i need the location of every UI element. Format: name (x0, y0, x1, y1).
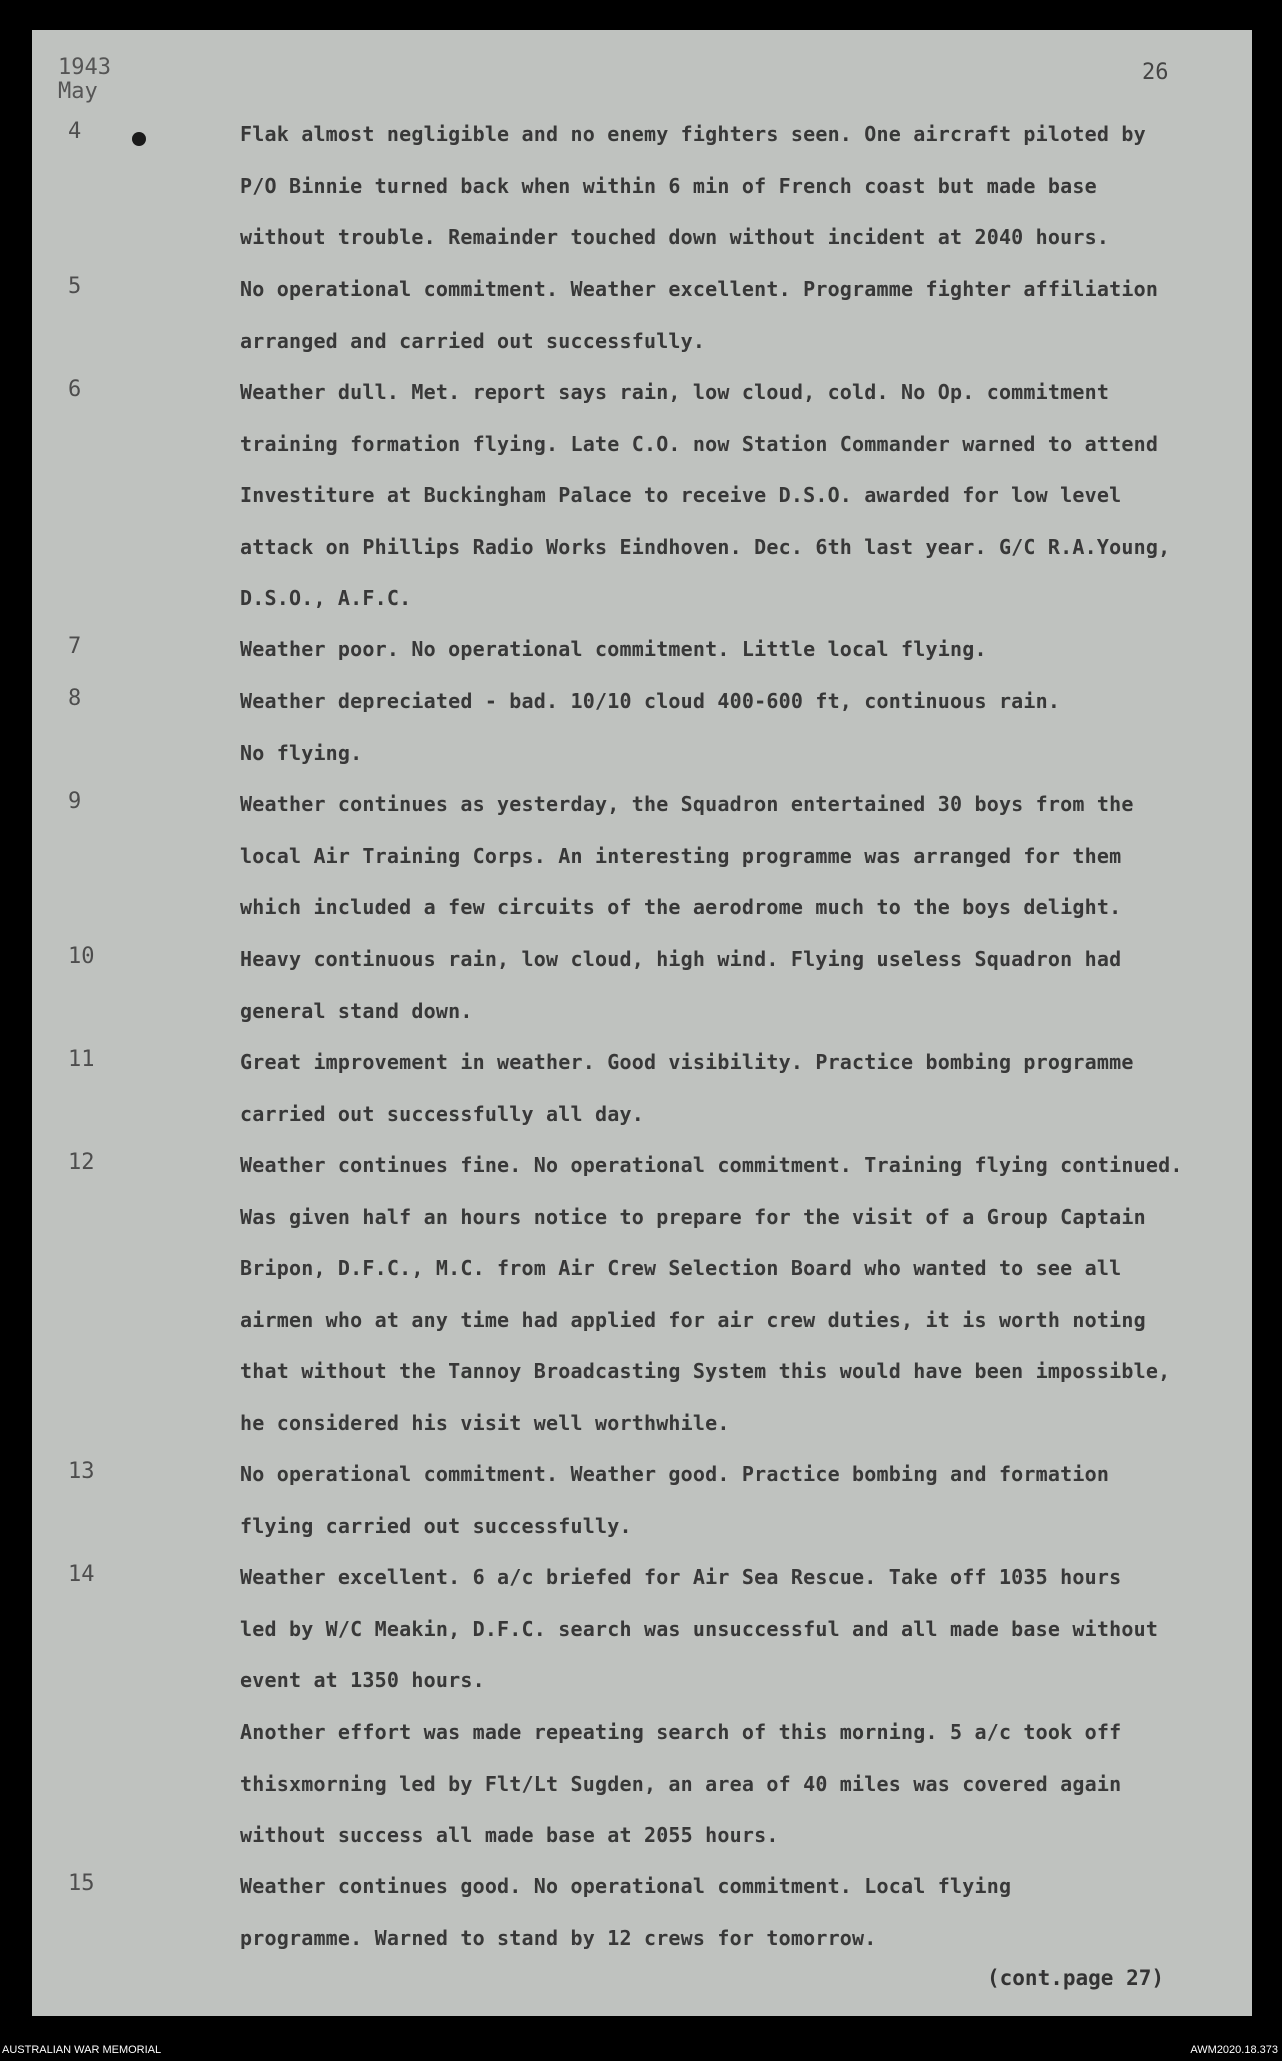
entry-text: Flak almost negligible and no enemy fighters seen. One aircraft piloted by P/O Binnie turned back when within 6 min of French coast but made base without trouble. Remainder touched down without incident at 2040 hours. (240, 122, 1146, 249)
document-page (32, 30, 1252, 2016)
entry-text: Weather dull. Met. report says rain, low cloud, cold. No Op. commitment training formation flying. Late C.O. now Station Commander warned to attend Investiture at Buckingham Palace to receive D.S.O. awarded for low level attack on Phillips Radio Works Eindhoven. Dec. 6th last year. G/C R.A.Young, D.S.O., A.F.C. (240, 380, 1171, 610)
entry-text: Weather depreciated - bad. 10/10 cloud 400-600 ft, continuous rain. No flying. (240, 689, 1061, 765)
archive-credit: AUSTRALIAN WAR MEMORIAL (2, 2044, 162, 2056)
entry-text: Weather excellent. 6 a/c briefed for Air Sea Rescue. Take off 1035 hours led by W/C Meakin, D.F.C. search was unsuccessful and all made base without event at 1350 hours. (240, 1565, 1159, 1692)
entry-text: Heavy continuous rain, low cloud, high wind. Flying useless Squadron had general stand down. (240, 947, 1122, 1023)
year: 1943 (58, 55, 111, 80)
month: May (58, 79, 98, 104)
entry-day: 10 (68, 944, 95, 969)
entry-day: 8 (68, 686, 82, 711)
continuation-note: (cont.page 27) (987, 1966, 1165, 1990)
entry-day: 15 (68, 1871, 95, 1896)
entry-day: 5 (68, 274, 82, 299)
entry-day: 6 (68, 377, 82, 402)
entry-text: No operational commitment. Weather excellent. Programme fighter affiliation arranged and carried out successfully. (240, 277, 1159, 353)
entry-day: 7 (68, 634, 82, 659)
entry-text: Weather continues good. No operational commitment. Local flying programme. Warned to stand by 12 crews for tomorrow. (240, 1874, 1012, 1950)
entry-text: Another effort was made repeating search of this morning. 5 a/c took off thisxmorning led by Flt/Lt Sugden, an area of 40 miles was covered again without success all made base at 2055 hours. (240, 1720, 1122, 1847)
entry-text: Weather poor. No operational commitment. Little local flying. (240, 637, 987, 661)
punch-hole (132, 132, 146, 146)
entry-day: 9 (68, 789, 82, 814)
entry-text: Weather continues fine. No operational commitment. Training flying continued. Was given half an hours notice to prepare for the visit of a Group Captain Bripon, D.F.C., M.C. from Air Crew Selection Board who wanted to see all airmen who at any time had applied for air crew duties, it is worth noting that without the Tannoy Broadcasting System this would have been impossible, he considered his visit well worthwhile. (240, 1153, 1183, 1435)
page-number: 26 (1142, 60, 1169, 85)
entry-day: 14 (68, 1562, 95, 1587)
entry-text: No operational commitment. Weather good. Practice bombing and formation flying carried out successfully. (240, 1462, 1110, 1538)
entry-day: 4 (68, 119, 82, 144)
date-header (58, 56, 111, 104)
entry-day: 11 (68, 1047, 95, 1072)
archive-reference: AWM2020.18.373 (1190, 2044, 1278, 2056)
entry-text: Weather continues as yesterday, the Squadron entertained 30 boys from the local Air Training Corps. An interesting programme was arranged for them which included a few circuits of the aerodrome much to the boys delight. (240, 792, 1134, 919)
entry-day: 12 (68, 1150, 95, 1175)
entry-day: 13 (68, 1459, 95, 1484)
entry-text: Great improvement in weather. Good visibility. Practice bombing programme carried out successfully all day. (240, 1050, 1134, 1126)
